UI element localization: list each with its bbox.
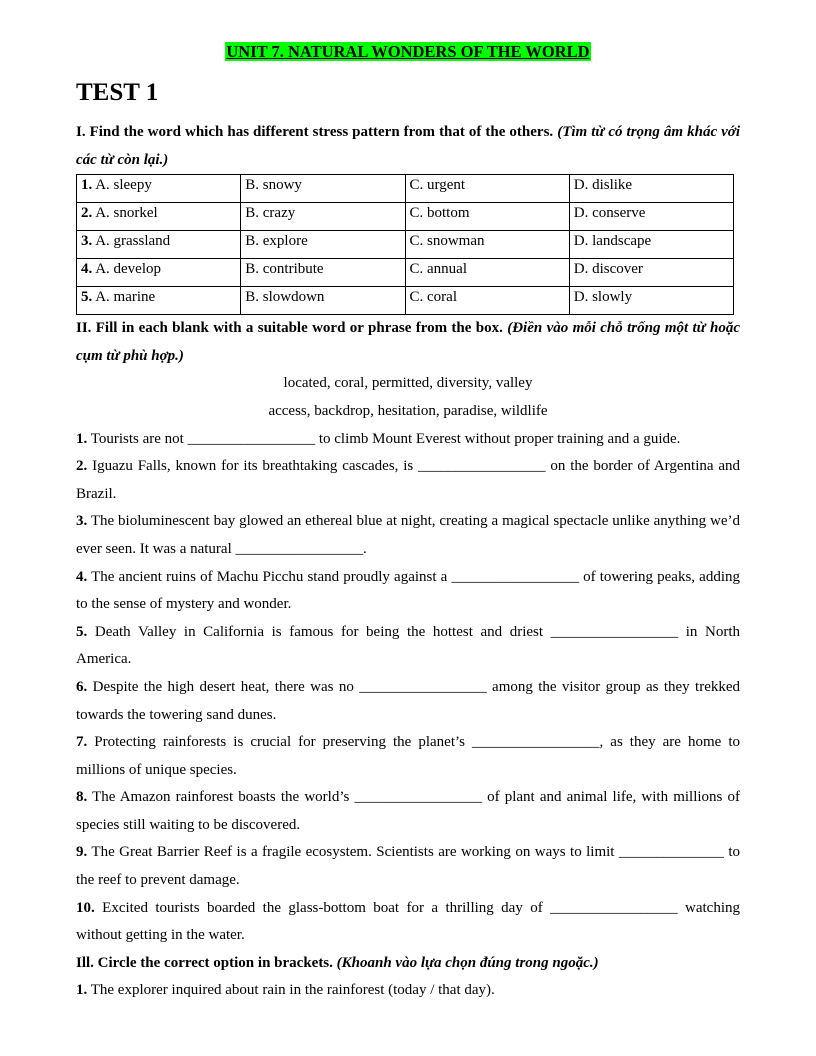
option-cell-a — [77, 259, 241, 287]
option-cell-d — [569, 287, 733, 315]
section1-heading-vi: (Tìm từ có trọng âm khác với các từ còn lại.) — [76, 124, 740, 168]
option-cell-a — [77, 287, 241, 315]
option-text: D. conserve — [573, 205, 646, 222]
section2-heading-vi: (Điền vào mỗi chỗ trống một từ hoặc cụm từ phù hợp.) — [76, 320, 741, 364]
question-number: 6. — [76, 678, 88, 695]
word-box-line-1: located, coral, permitted, diversity, valley — [283, 375, 533, 392]
question-text: The explorer inquired about rain in the rainforest (today / that day). — [90, 982, 495, 999]
question-number: 9. — [76, 844, 88, 861]
option-text: A. grassland — [95, 233, 171, 250]
question-number: 10. — [76, 899, 95, 916]
option-cell-b — [241, 175, 405, 203]
question-text: Despite the high desert heat, there was no _________________ among the visitor group as they trekked towards the towering sand dunes. — [76, 678, 741, 723]
option-text: D. slowly — [573, 289, 633, 306]
section3-heading — [76, 950, 740, 978]
question-text: The Amazon rainforest boasts the world’s _________________ of plant and animal life, with millions of species still waiting to be discovered. — [76, 789, 740, 833]
section2-heading-en: II. Fill in each blank with a suitable word or phrase from the box. — [76, 320, 503, 337]
option-text: B. crazy — [245, 205, 296, 222]
worksheet-page — [76, 38, 740, 1005]
section3-questions — [76, 977, 740, 1005]
question-item — [76, 564, 740, 619]
option-cell-d — [569, 231, 733, 259]
option-text: B. explore — [245, 233, 308, 250]
question-text: Protecting rainforests is crucial for preserving the planet’s _________________, as they are home to millions of unique species. — [76, 734, 741, 778]
option-cell-b — [241, 287, 405, 315]
question-text: Tourists are not _________________ to climb Mount Everest without proper training and a guide. — [90, 430, 681, 447]
section3-heading-vi: (Khoanh vào lựa chọn đúng trong ngoặc.) — [336, 954, 599, 971]
option-cell-b — [241, 231, 405, 259]
table-row — [77, 231, 734, 259]
section2-questions — [76, 426, 740, 950]
section3-heading-en: Ill. Circle the correct option in brackets. — [76, 954, 333, 971]
option-text: D. dislike — [573, 177, 633, 194]
question-text: Iguazu Falls, known for its breathtaking cascades, is _________________ on the border of Argentina and Brazil. — [76, 458, 740, 502]
question-item — [76, 619, 740, 674]
question-number: 2. — [76, 458, 88, 475]
option-cell-c — [405, 259, 569, 287]
question-text: Excited tourists boarded the glass-bottom boat for a thrilling day of _________________ watching without getting in the water. — [76, 899, 741, 944]
option-text: A. snorkel — [95, 205, 158, 222]
question-number: 2. — [81, 205, 93, 222]
option-text: D. landscape — [573, 233, 652, 250]
option-cell-d — [569, 203, 733, 231]
option-text: A. sleepy — [95, 177, 152, 194]
question-number: 3. — [81, 233, 93, 250]
unit-title: UNIT 7. NATURAL WONDERS OF THE WORLD — [226, 42, 590, 61]
question-number: 4. — [76, 568, 88, 585]
question-number: 5. — [81, 289, 93, 306]
option-cell-b — [241, 259, 405, 287]
question-number: 8. — [76, 789, 88, 806]
word-box-line-2: access, backdrop, hesitation, paradise, wildlife — [268, 402, 548, 419]
option-cell-a — [77, 203, 241, 231]
option-cell-a — [77, 231, 241, 259]
question-item — [76, 895, 740, 950]
question-item — [76, 674, 740, 729]
question-number: 4. — [81, 261, 93, 278]
option-cell-c — [405, 203, 569, 231]
option-text: B. snowy — [245, 177, 302, 194]
question-item — [76, 729, 740, 784]
question-text: The Great Barrier Reef is a fragile ecosystem. Scientists are working on ways to limit ______________ to the reef to prevent damage. — [76, 844, 740, 889]
question-item — [76, 784, 740, 839]
option-cell-d — [569, 259, 733, 287]
option-cell-c — [405, 175, 569, 203]
test-title: TEST 1 — [76, 79, 159, 106]
table-row — [77, 259, 734, 287]
stress-pattern-table — [76, 174, 734, 315]
question-text: The ancient ruins of Machu Picchu stand proudly against a _________________ of towering peaks, adding to the sense of mystery and wonder. — [76, 568, 740, 613]
question-item — [76, 426, 740, 454]
option-text: B. contribute — [245, 261, 324, 278]
question-number: 1. — [81, 177, 93, 194]
option-cell-c — [405, 287, 569, 315]
section1-heading — [76, 119, 740, 174]
question-number: 7. — [76, 734, 88, 751]
option-text: A. develop — [95, 261, 162, 278]
question-item — [76, 453, 740, 508]
question-number: 1. — [76, 982, 88, 999]
question-number: 1. — [76, 430, 88, 447]
question-text: The bioluminescent bay glowed an ethereal blue at night, creating a magical spectacle unlike anything we’d ever seen. It was a natural _________________. — [76, 513, 740, 557]
option-cell-c — [405, 231, 569, 259]
question-item — [76, 839, 740, 894]
option-text: C. bottom — [409, 205, 470, 222]
table-row — [77, 175, 734, 203]
question-number: 3. — [76, 513, 88, 530]
option-cell-b — [241, 203, 405, 231]
question-number: 5. — [76, 623, 88, 640]
table-row — [77, 203, 734, 231]
section1-heading-en: I. Find the word which has different stress pattern from that of the others. — [76, 124, 554, 140]
section2-heading — [76, 315, 740, 370]
option-text: A. marine — [95, 289, 156, 306]
option-text: B. slowdown — [245, 289, 325, 306]
question-text: Death Valley in California is famous for being the hottest and driest _________________ in North America. — [76, 623, 741, 668]
option-cell-a — [77, 175, 241, 203]
option-text: C. snowman — [409, 233, 485, 250]
option-text: C. urgent — [409, 177, 466, 194]
option-text: C. coral — [409, 289, 457, 306]
option-text: C. annual — [409, 261, 467, 278]
option-text: D. discover — [573, 261, 643, 278]
question-item — [76, 508, 740, 563]
option-cell-d — [569, 175, 733, 203]
table-row — [77, 287, 734, 315]
question-item — [76, 977, 740, 1005]
